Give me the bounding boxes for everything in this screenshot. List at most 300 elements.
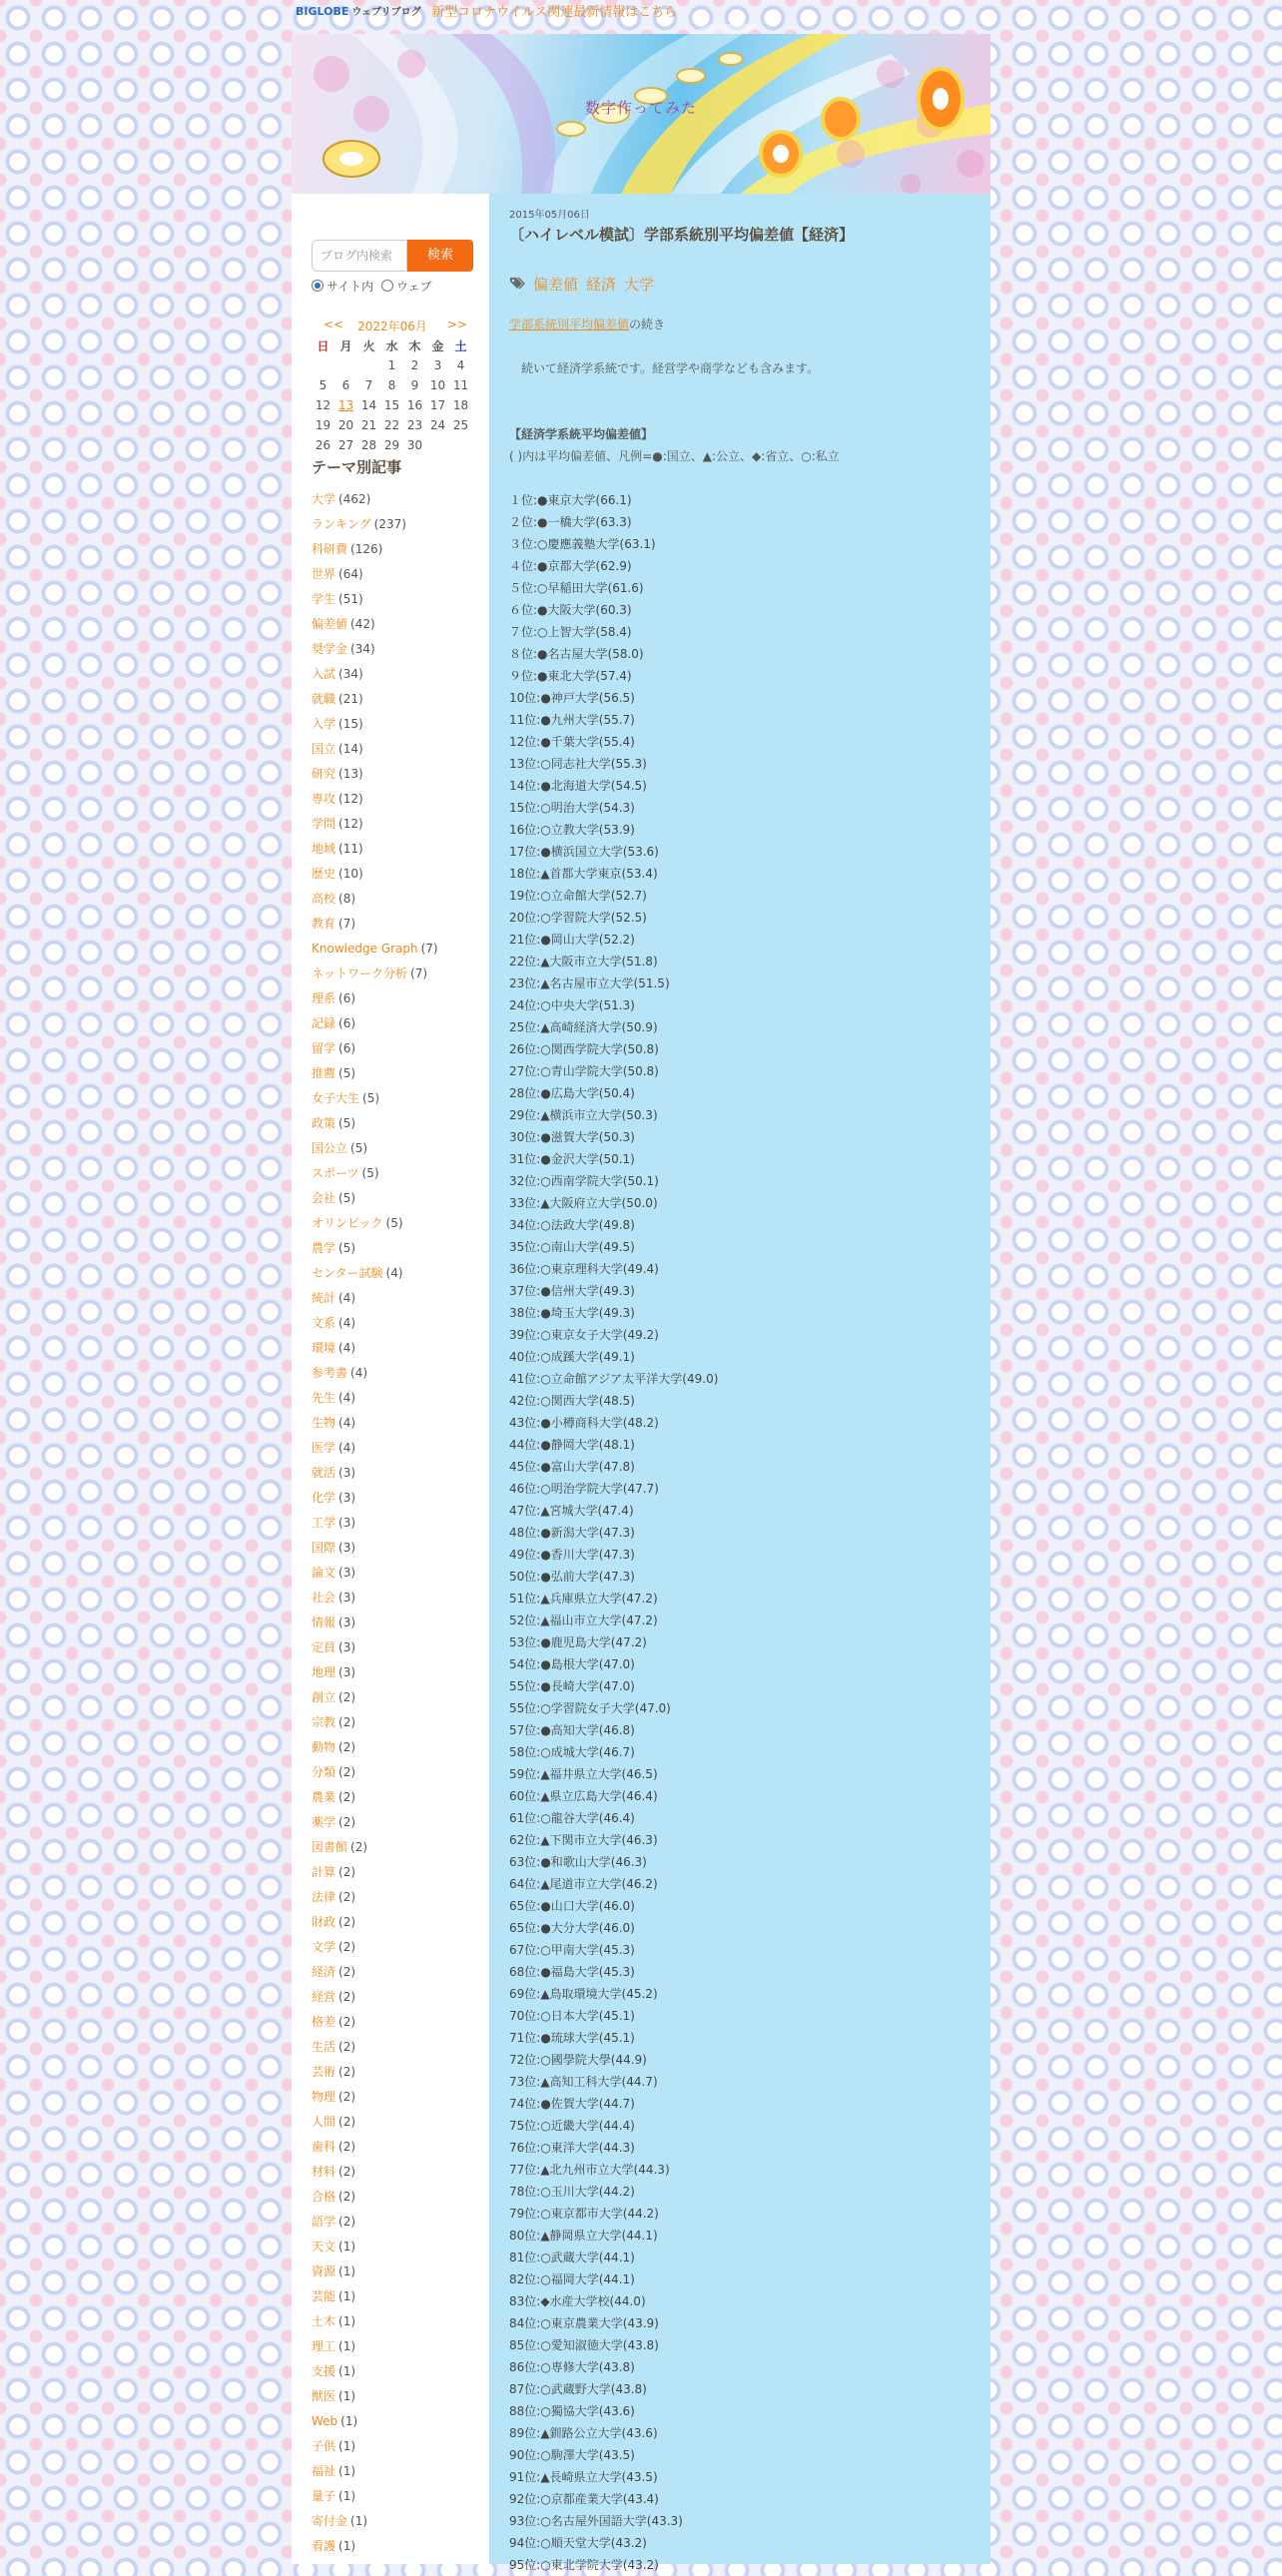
theme-item bbox=[312, 1689, 438, 1714]
previous-post-link[interactable]: 学部系統別平均偏差値 bbox=[509, 318, 630, 331]
ranking-item: 93位:○名古屋外国語大学(43.3) bbox=[509, 2514, 683, 2528]
theme-link[interactable]: 財政 bbox=[312, 1915, 336, 1929]
theme-count: (2) bbox=[338, 2015, 356, 2029]
theme-link[interactable]: 支援 bbox=[312, 2364, 336, 2378]
calendar-day: 28 bbox=[360, 438, 377, 452]
theme-link[interactable]: 参考書 bbox=[312, 1366, 348, 1380]
ranking-item: 22位:▲大阪市立大学(51.8) bbox=[509, 955, 658, 968]
theme-link[interactable]: ネットワーク分析 bbox=[312, 966, 408, 980]
theme-link[interactable]: オリンピック bbox=[312, 1216, 383, 1230]
ranking-item: 78位:○玉川大学(44.2) bbox=[509, 2185, 635, 2199]
theme-link[interactable]: 農業 bbox=[312, 1790, 336, 1804]
theme-count: (2) bbox=[338, 1740, 356, 1754]
tag-link[interactable]: 経済 bbox=[586, 276, 617, 294]
calendar-day: 1 bbox=[387, 358, 396, 372]
ranking-item: １位:●東京大学(66.1) bbox=[509, 493, 632, 507]
theme-link[interactable]: 学問 bbox=[312, 817, 336, 831]
theme-link[interactable]: 高校 bbox=[312, 892, 336, 906]
ranking-item: 53位:●鹿児島大学(47.2) bbox=[509, 1635, 647, 1649]
theme-link[interactable]: スポーツ bbox=[312, 1166, 359, 1180]
theme-item bbox=[312, 1964, 438, 1989]
ranking-item: 12位:●千葉大学(55.4) bbox=[509, 735, 635, 749]
theme-count: (2) bbox=[338, 1690, 356, 1704]
theme-count: (3) bbox=[338, 1541, 356, 1555]
theme-link[interactable]: 記録 bbox=[312, 1016, 336, 1030]
calendar-day: 2 bbox=[410, 358, 419, 372]
theme-count: (4) bbox=[338, 1291, 356, 1305]
theme-link[interactable]: 物理 bbox=[312, 2090, 336, 2104]
theme-link[interactable]: 論文 bbox=[312, 1566, 336, 1580]
theme-count: (2) bbox=[338, 1915, 356, 1929]
calendar-day: 23 bbox=[406, 418, 423, 432]
theme-item bbox=[312, 1040, 438, 1065]
theme-link[interactable]: 格差 bbox=[312, 2015, 336, 2029]
ranking-item: ６位:●大阪大学(60.3) bbox=[509, 603, 632, 617]
calendar-day bbox=[312, 355, 334, 375]
theme-link[interactable]: 寄付金 bbox=[312, 2514, 348, 2528]
calendar-day-link[interactable]: 13 bbox=[337, 398, 354, 412]
theme-count: (3) bbox=[338, 1566, 356, 1580]
post-title[interactable]: 〔ハイレベル模試〕学部系統別平均偏差値【経済】 bbox=[509, 226, 855, 244]
theme-link[interactable]: 推薦 bbox=[312, 1066, 336, 1080]
ranking-item: 33位:▲大阪府立大学(50.0) bbox=[509, 1196, 658, 1210]
theme-item bbox=[312, 1015, 438, 1040]
theme-link[interactable]: 地理 bbox=[312, 1665, 336, 1679]
biglobe-logo[interactable] bbox=[296, 3, 421, 18]
search-input[interactable]: ブログ内検索 bbox=[312, 240, 407, 272]
theme-item bbox=[312, 2338, 438, 2363]
theme-link[interactable]: 入学 bbox=[312, 717, 336, 731]
theme-item bbox=[312, 1065, 438, 1090]
brand-sub: ウェブリブログ bbox=[351, 7, 421, 18]
theme-count: (12) bbox=[338, 792, 363, 806]
ranking-item: ５位:○早稲田大学(61.6) bbox=[509, 581, 644, 595]
theme-count: (2) bbox=[338, 2065, 356, 2079]
radio-web-icon[interactable] bbox=[381, 280, 393, 292]
calendar-day bbox=[426, 435, 449, 455]
ranking-item: 10位:●神戸大学(56.5) bbox=[509, 691, 635, 705]
ranking-list bbox=[509, 489, 840, 2576]
calendar-day bbox=[449, 435, 472, 455]
ranking-item: 81位:○武蔵大学(44.1) bbox=[509, 2251, 635, 2264]
theme-link[interactable]: 入試 bbox=[312, 667, 336, 681]
theme-count: (42) bbox=[350, 617, 375, 631]
ranking-item: 65位:●山口大学(46.0) bbox=[509, 1899, 635, 1913]
calendar-month[interactable]: 2022年06月 bbox=[357, 320, 427, 333]
theme-link[interactable]: 地域 bbox=[312, 842, 336, 856]
theme-link[interactable]: 芸術 bbox=[312, 2065, 336, 2079]
ranking-item: 87位:○武蔵野大学(43.8) bbox=[509, 2382, 647, 2396]
theme-link[interactable]: 医学 bbox=[312, 1441, 336, 1455]
theme-item bbox=[312, 2388, 438, 2413]
ranking-item: 71位:●琉球大学(45.1) bbox=[509, 2031, 635, 2045]
ranking-item: 72位:○國學院大學(44.9) bbox=[509, 2053, 647, 2067]
calendar-next-link[interactable]: >> bbox=[446, 318, 467, 331]
theme-item bbox=[312, 1914, 438, 1939]
theme-item bbox=[312, 2164, 438, 2189]
covid-notice-link[interactable]: 新型コロナウイルス関連最新情報はこちら bbox=[431, 5, 678, 20]
theme-list bbox=[312, 491, 438, 2563]
theme-count: (2) bbox=[338, 2115, 356, 2129]
theme-count: (34) bbox=[350, 642, 375, 656]
theme-count: (2) bbox=[338, 2215, 356, 2229]
calendar-day: 3 bbox=[433, 358, 442, 372]
theme-item bbox=[312, 691, 438, 716]
theme-item bbox=[312, 1390, 438, 1415]
theme-heading: テーマ別記事 bbox=[312, 458, 402, 476]
theme-item bbox=[312, 2513, 438, 2538]
theme-link[interactable]: 薬学 bbox=[312, 1815, 336, 1829]
calendar-day: 29 bbox=[383, 438, 400, 452]
calendar-day: 5 bbox=[319, 378, 327, 392]
ranking-item: 90位:○駒澤大学(43.5) bbox=[509, 2448, 635, 2462]
ranking-item: 62位:▲下関市立大学(46.3) bbox=[509, 1833, 658, 1847]
calendar-week bbox=[312, 355, 472, 375]
theme-item bbox=[312, 1465, 438, 1490]
theme-count: (5) bbox=[338, 1191, 356, 1205]
calendar bbox=[312, 318, 473, 455]
theme-item bbox=[312, 2139, 438, 2164]
post-tags bbox=[509, 274, 654, 295]
ranking-item: 94位:○順天堂大学(43.2) bbox=[509, 2536, 647, 2550]
ranking-item: 35位:○南山大学(49.5) bbox=[509, 1240, 635, 1254]
theme-count: (1) bbox=[338, 2289, 356, 2303]
theme-link[interactable]: 合格 bbox=[312, 2190, 336, 2204]
theme-link[interactable]: 福祉 bbox=[312, 2464, 336, 2478]
theme-link[interactable]: 工学 bbox=[312, 1516, 336, 1530]
ranking-item: 43位:●小樽商科大学(48.2) bbox=[509, 1416, 659, 1430]
ranking-item: 14位:●北海道大学(54.5) bbox=[509, 779, 647, 793]
theme-item bbox=[312, 1939, 438, 1964]
theme-item bbox=[312, 2288, 438, 2313]
theme-link[interactable]: 政策 bbox=[312, 1116, 336, 1130]
calendar-day: 27 bbox=[337, 438, 354, 452]
theme-item bbox=[312, 791, 438, 816]
theme-link[interactable]: ランキング bbox=[312, 517, 371, 531]
spacer bbox=[509, 379, 840, 423]
theme-link[interactable]: 獣医 bbox=[312, 2389, 336, 2403]
ranking-item: 26位:○関西学院大学(50.8) bbox=[509, 1042, 659, 1056]
theme-link[interactable]: 会社 bbox=[312, 1191, 336, 1205]
theme-link[interactable]: 定員 bbox=[312, 1640, 336, 1654]
theme-link[interactable]: 土木 bbox=[312, 2314, 336, 2328]
calendar-day: 8 bbox=[387, 378, 396, 392]
ranking-item: 51位:▲兵庫県立大学(47.2) bbox=[509, 1592, 658, 1606]
theme-link[interactable]: 学生 bbox=[312, 592, 336, 606]
theme-item bbox=[312, 1165, 438, 1190]
theme-item bbox=[312, 1440, 438, 1465]
theme-count: (2) bbox=[338, 1940, 356, 1954]
theme-item bbox=[312, 916, 438, 941]
ranking-item: ２位:●一橋大学(63.3) bbox=[509, 515, 632, 529]
theme-count: (5) bbox=[350, 1141, 368, 1155]
theme-link[interactable]: 女子大生 bbox=[312, 1091, 360, 1105]
weekday-label: 水 bbox=[385, 338, 398, 353]
theme-item bbox=[312, 1739, 438, 1764]
theme-link[interactable]: 創立 bbox=[312, 1690, 336, 1704]
ranking-item: 59位:▲福井県立大学(46.5) bbox=[509, 1767, 658, 1781]
theme-link[interactable]: 就活 bbox=[312, 1466, 336, 1480]
calendar-day bbox=[334, 355, 357, 375]
theme-count: (4) bbox=[338, 1416, 356, 1430]
theme-link[interactable]: 動物 bbox=[312, 1740, 336, 1754]
theme-link[interactable]: 奨学金 bbox=[312, 642, 348, 656]
main-content bbox=[489, 194, 990, 2572]
ranking-item: 70位:○日本大学(45.1) bbox=[509, 2009, 635, 2023]
theme-item bbox=[312, 2438, 438, 2463]
theme-count: (1) bbox=[338, 2439, 356, 2453]
ranking-item: 57位:●高知大学(46.8) bbox=[509, 1723, 635, 1737]
theme-link[interactable]: 文学 bbox=[312, 1940, 336, 1954]
ranking-item: 16位:○立教大学(53.9) bbox=[509, 823, 635, 837]
theme-count: (3) bbox=[338, 1491, 356, 1505]
theme-link[interactable]: 農学 bbox=[312, 1241, 336, 1255]
theme-count: (7) bbox=[338, 917, 356, 931]
blog-title[interactable]: 数字作ってみた bbox=[584, 99, 697, 117]
tag-link[interactable]: 大学 bbox=[624, 276, 655, 294]
theme-link[interactable]: 先生 bbox=[312, 1391, 336, 1405]
theme-item bbox=[312, 2538, 438, 2563]
theme-link[interactable]: 統計 bbox=[312, 1291, 336, 1305]
ranking-item: 21位:●岡山大学(52.2) bbox=[509, 933, 635, 947]
calendar-day: 18 bbox=[452, 398, 469, 412]
calendar-day: 22 bbox=[383, 418, 400, 432]
calendar-day: 7 bbox=[364, 378, 373, 392]
theme-item bbox=[312, 816, 438, 841]
ranking-item: 73位:▲高知工科大学(44.7) bbox=[509, 2075, 658, 2089]
weekday-label: 金 bbox=[431, 338, 444, 353]
theme-count: (4) bbox=[350, 1366, 368, 1380]
ranking-item: 11位:●九州大学(55.7) bbox=[509, 713, 635, 727]
theme-count: (237) bbox=[373, 517, 406, 531]
theme-link[interactable]: 国公立 bbox=[312, 1141, 348, 1155]
theme-link[interactable]: 宗教 bbox=[312, 1715, 336, 1729]
theme-count: (3) bbox=[338, 1466, 356, 1480]
ranking-item: 17位:●横浜国立大学(53.6) bbox=[509, 845, 659, 859]
theme-link[interactable]: 図書館 bbox=[312, 1840, 348, 1854]
theme-item bbox=[312, 1490, 438, 1515]
spacer bbox=[509, 335, 840, 357]
theme-count: (4) bbox=[338, 1316, 356, 1330]
theme-item bbox=[312, 1889, 438, 1914]
theme-count: (7) bbox=[420, 942, 438, 956]
theme-item bbox=[312, 1590, 438, 1614]
post-body bbox=[509, 314, 840, 2576]
theme-count: (8) bbox=[338, 892, 356, 906]
theme-link[interactable]: Web bbox=[312, 2414, 338, 2428]
theme-count: (64) bbox=[338, 567, 363, 581]
theme-item bbox=[312, 741, 438, 766]
ranking-item: ３位:○慶應義塾大学(63.1) bbox=[509, 537, 656, 551]
ranking-item: 39位:○東京女子大学(49.2) bbox=[509, 1328, 659, 1342]
ranking-item: 27位:○青山学院大学(50.8) bbox=[509, 1064, 659, 1078]
theme-item bbox=[312, 2263, 438, 2288]
theme-link[interactable]: 就職 bbox=[312, 692, 336, 706]
ranking-item: 38位:●埼玉大学(49.3) bbox=[509, 1306, 635, 1320]
theme-count: (2) bbox=[338, 2140, 356, 2154]
theme-item bbox=[312, 1190, 438, 1215]
theme-link[interactable]: 人間 bbox=[312, 2115, 336, 2129]
theme-link[interactable]: 法律 bbox=[312, 1890, 336, 1904]
theme-item bbox=[312, 2488, 438, 2513]
calendar-day bbox=[357, 355, 380, 375]
theme-link[interactable]: Knowledge Graph bbox=[312, 942, 418, 956]
ranking-item: 32位:○西南学院大学(50.1) bbox=[509, 1174, 659, 1188]
theme-count: (1) bbox=[338, 2539, 356, 2553]
theme-count: (5) bbox=[385, 1216, 403, 1230]
theme-item bbox=[312, 1814, 438, 1839]
ranking-item: 83位:◆水産大学校(44.0) bbox=[509, 2294, 646, 2308]
theme-count: (2) bbox=[350, 1840, 368, 1854]
theme-count: (34) bbox=[338, 667, 363, 681]
radio-site-icon[interactable] bbox=[312, 280, 323, 292]
theme-link[interactable]: 科研費 bbox=[312, 542, 348, 556]
theme-item bbox=[312, 2239, 438, 2263]
theme-count: (5) bbox=[362, 1091, 380, 1105]
theme-count: (3) bbox=[338, 1665, 356, 1679]
brand-name: BIGLOBE bbox=[296, 5, 349, 18]
ranking-item: 44位:●静岡大学(48.1) bbox=[509, 1438, 635, 1452]
theme-link[interactable]: 歴史 bbox=[312, 867, 336, 881]
ranking-item: 75位:○近畿大学(44.4) bbox=[509, 2119, 635, 2133]
ranking-item: 79位:○東京都市大学(44.2) bbox=[509, 2207, 659, 2221]
theme-count: (1) bbox=[338, 2314, 356, 2328]
theme-count: (3) bbox=[338, 1516, 356, 1530]
theme-link[interactable]: 量子 bbox=[312, 2489, 336, 2503]
theme-item bbox=[312, 1789, 438, 1814]
theme-link[interactable]: 天文 bbox=[312, 2240, 336, 2254]
calendar-header bbox=[312, 318, 473, 333]
theme-item bbox=[312, 541, 438, 566]
theme-link[interactable]: 分類 bbox=[312, 1765, 336, 1779]
theme-item bbox=[312, 1714, 438, 1739]
theme-link[interactable]: 理系 bbox=[312, 991, 336, 1005]
ranking-item: 68位:●福島大学(45.3) bbox=[509, 1965, 635, 1979]
theme-item bbox=[312, 1540, 438, 1565]
ranking-item: 86位:○専修大学(43.8) bbox=[509, 2360, 635, 2374]
page-container bbox=[292, 34, 990, 2572]
spacer bbox=[509, 467, 840, 489]
theme-count: (51) bbox=[338, 592, 363, 606]
ranking-item: 50位:●弘前大学(47.3) bbox=[509, 1570, 635, 1584]
ranking-item: 92位:○京都産業大学(43.4) bbox=[509, 2492, 659, 2506]
theme-item bbox=[312, 990, 438, 1015]
theme-item bbox=[312, 716, 438, 741]
calendar-day: 12 bbox=[315, 398, 331, 412]
calendar-day: 16 bbox=[406, 398, 423, 412]
tag-link[interactable]: 偏差値 bbox=[533, 276, 579, 294]
theme-link[interactable]: 偏差値 bbox=[312, 617, 348, 631]
theme-link[interactable]: 子供 bbox=[312, 2439, 336, 2453]
theme-count: (5) bbox=[338, 1066, 356, 1080]
ranking-item: 15位:○明治大学(54.3) bbox=[509, 801, 635, 815]
ranking-item: 77位:▲北九州市立大学(44.3) bbox=[509, 2163, 670, 2177]
theme-link[interactable]: 理工 bbox=[312, 2339, 336, 2353]
theme-link[interactable]: 世界 bbox=[312, 567, 336, 581]
theme-link[interactable]: 材料 bbox=[312, 2165, 336, 2179]
theme-link[interactable]: 生物 bbox=[312, 1416, 336, 1430]
ranking-item: 64位:▲尾道市立大学(46.2) bbox=[509, 1877, 658, 1891]
theme-count: (1) bbox=[338, 2339, 356, 2353]
theme-item bbox=[312, 666, 438, 691]
theme-item bbox=[312, 766, 438, 791]
ranking-item: 69位:▲鳥取環境大学(45.2) bbox=[509, 1987, 658, 2001]
theme-item bbox=[312, 2039, 438, 2064]
theme-link[interactable]: 経営 bbox=[312, 1990, 336, 2004]
theme-item bbox=[312, 1565, 438, 1590]
theme-link[interactable]: 経済 bbox=[312, 1965, 336, 1979]
theme-count: (462) bbox=[338, 492, 371, 506]
theme-link[interactable]: 教育 bbox=[312, 917, 336, 931]
theme-link[interactable]: 情報 bbox=[312, 1615, 336, 1629]
theme-count: (1) bbox=[340, 2414, 358, 2428]
theme-count: (4) bbox=[338, 1341, 356, 1355]
ranking-item: 63位:●和歌山大学(46.3) bbox=[509, 1855, 647, 1869]
theme-link[interactable]: 専攻 bbox=[312, 792, 336, 806]
ranking-item: 76位:○東洋大学(44.3) bbox=[509, 2141, 635, 2155]
theme-count: (10) bbox=[338, 867, 363, 881]
theme-item bbox=[312, 1215, 438, 1240]
theme-count: (15) bbox=[338, 717, 363, 731]
theme-item bbox=[312, 1290, 438, 1315]
calendar-prev-link[interactable]: << bbox=[323, 318, 344, 331]
theme-item bbox=[312, 1140, 438, 1165]
theme-count: (5) bbox=[361, 1166, 379, 1180]
theme-link[interactable]: 研究 bbox=[312, 767, 336, 781]
ranking-item: ９位:●東北大学(57.4) bbox=[509, 669, 632, 683]
theme-link[interactable]: 社会 bbox=[312, 1591, 336, 1605]
theme-link[interactable]: 化学 bbox=[312, 1491, 336, 1505]
theme-link[interactable]: 国立 bbox=[312, 742, 336, 756]
legend: ( )内は平均偏差値、凡例=●:国立、▲:公立、◆:省立、○:私立 bbox=[509, 449, 840, 463]
theme-link[interactable]: 環境 bbox=[312, 1341, 336, 1355]
ranking-item: 95位:○東北学院大学(43.2) bbox=[509, 2558, 659, 2572]
theme-link[interactable]: 資源 bbox=[312, 2264, 336, 2278]
theme-link[interactable]: 歯科 bbox=[312, 2140, 336, 2154]
theme-link[interactable]: 留学 bbox=[312, 1041, 336, 1055]
theme-link[interactable]: センター試験 bbox=[312, 1266, 383, 1280]
theme-link[interactable]: 文系 bbox=[312, 1316, 336, 1330]
theme-link[interactable]: 計算 bbox=[312, 1865, 336, 1879]
theme-count: (2) bbox=[338, 1890, 356, 1904]
calendar-week bbox=[312, 395, 472, 415]
calendar-week bbox=[312, 415, 472, 435]
theme-link[interactable]: 国際 bbox=[312, 1541, 336, 1555]
theme-item bbox=[312, 1664, 438, 1689]
ranking-item: 89位:▲釧路公立大学(43.6) bbox=[509, 2426, 658, 2440]
theme-count: (2) bbox=[338, 1965, 356, 1979]
theme-link[interactable]: 大学 bbox=[312, 492, 336, 506]
theme-count: (1) bbox=[350, 2514, 368, 2528]
theme-link[interactable]: 生活 bbox=[312, 2040, 336, 2054]
theme-count: (2) bbox=[338, 2165, 356, 2179]
theme-link[interactable]: 語学 bbox=[312, 2215, 336, 2229]
calendar-day: 30 bbox=[406, 438, 423, 452]
theme-item bbox=[312, 2363, 438, 2388]
ranking-item: 29位:▲横浜市立大学(50.3) bbox=[509, 1108, 658, 1122]
theme-link[interactable]: 看護 bbox=[312, 2539, 336, 2553]
theme-item bbox=[312, 941, 438, 966]
ranking-item: ４位:●京都大学(62.9) bbox=[509, 559, 632, 573]
theme-link[interactable]: 芸能 bbox=[312, 2289, 336, 2303]
ranking-item: 24位:○中央大学(51.3) bbox=[509, 998, 635, 1012]
ranking-item: 28位:●広島大学(50.4) bbox=[509, 1086, 635, 1100]
calendar-week bbox=[312, 435, 472, 455]
search-button[interactable]: 検索 bbox=[407, 240, 473, 272]
theme-item bbox=[312, 1764, 438, 1789]
theme-count: (3) bbox=[338, 1591, 356, 1605]
theme-item bbox=[312, 891, 438, 916]
